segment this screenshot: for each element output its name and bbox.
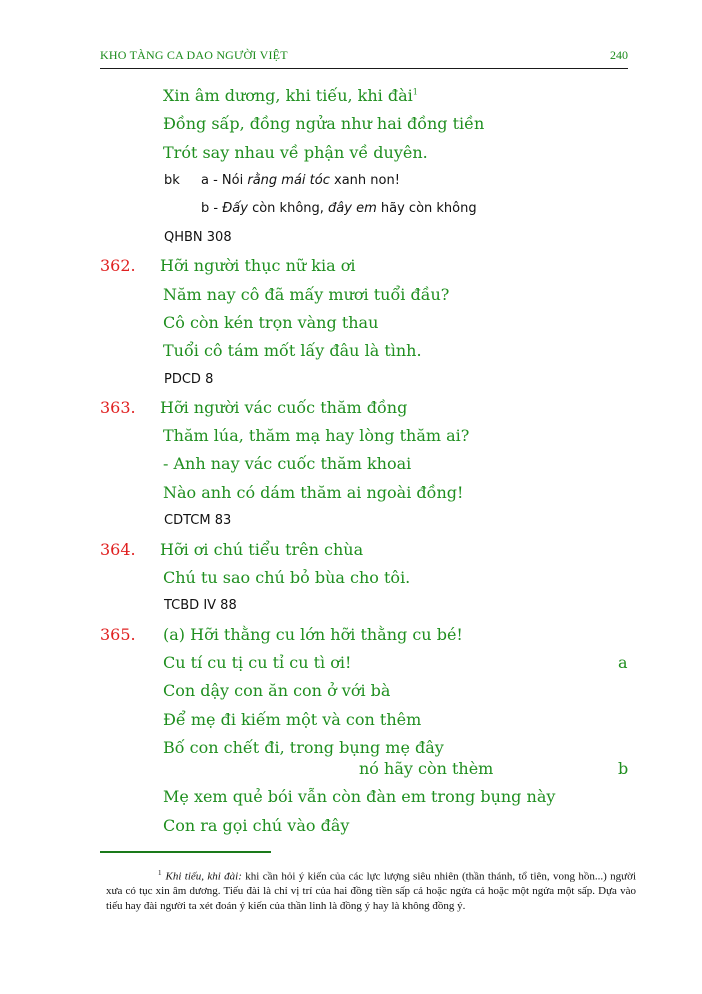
entry-number: 363. (100, 398, 136, 417)
stanza-mark-b: b (618, 759, 629, 778)
verse-line: Con dậy con ăn con ở với bà (163, 681, 391, 700)
verse-line: Đồng sấp, đồng ngửa như hai đồng tiền (163, 114, 485, 133)
running-header (100, 48, 628, 69)
book-title: KHO TÀNG CA DAO NGƯỜI VIỆT (100, 48, 288, 62)
source-citation: TCBD IV 88 (164, 598, 237, 613)
verse-line: Để mẹ đi kiếm một và con thêm (163, 710, 422, 729)
verse-line: Xin âm dương, khi tiếu, khi đài$^1$ (163, 86, 418, 105)
footnote-ref[interactable]: 1 (412, 87, 418, 97)
verse-line: Con ra gọi chú vào đây (163, 816, 350, 835)
verse-line: Nào anh có dám thăm ai ngoài đồng! (163, 483, 464, 502)
footnote-separator (100, 851, 271, 853)
verse-line: - Anh nay vác cuốc thăm khoai (163, 454, 412, 473)
verse-line: Hỡi người thục nữ kia ơi (160, 256, 356, 275)
footnote-number: 1 (158, 869, 162, 877)
verse-line: Hỡi người vác cuốc thăm đồng (160, 398, 408, 417)
verse-line: Cu tí cu tị cu tỉ cu tì ơi! (163, 653, 352, 672)
verse-line: Trót say nhau về phận về duyên. (163, 143, 428, 162)
stanza-mark-a: a (618, 653, 628, 672)
source-citation: PDCD 8 (164, 372, 214, 387)
footnote-term: Khi tiếu, khi đài: (165, 870, 242, 883)
verse-line: Hỡi ơi chú tiểu trên chùa (160, 540, 364, 559)
source-citation: CDTCM 83 (164, 513, 232, 528)
verse-line: Thăm lúa, thăm mạ hay lòng thăm ai? (163, 426, 470, 445)
page-number: 240 (610, 48, 628, 62)
verse-line-continuation: nó hãy còn thèm (359, 759, 494, 778)
source-citation: QHBN 308 (164, 230, 232, 245)
variant-b: b - Đấy còn không, đây em hãy còn không (201, 201, 477, 216)
entry-number: 362. (100, 256, 136, 275)
footnote-text: khi cần hỏi ý kiến của các lực lượng siêu nhiên (thần thánh, tổ tiên, vong hồn...) người xưa có tục xin âm dương. Tiếu đài là chỉ vị trí của hai đồng tiền sấp cả hoặc ngửa cả hoặc một ngửa một sấp. Dựa vào tiếu hay đài người ta xét đoán ý kiến của thần linh là đồng ý hay là không đồng ý. (106, 870, 636, 912)
footnote (106, 866, 636, 913)
entry-number: 364. (100, 540, 136, 559)
verse-line: (a) Hỡi thằng cu lớn hỡi thằng cu bé! (163, 625, 463, 644)
verse-line: Chú tu sao chú bỏ bùa cho tôi. (163, 568, 411, 587)
verse-line: Bố con chết đi, trong bụng mẹ đây (163, 738, 444, 757)
variant-a: a - Nói rằng mái tóc xanh non! (201, 173, 400, 188)
verse-line: Cô còn kén trọn vàng thau (163, 313, 379, 332)
verse-line: Tuổi cô tám mốt lấy đâu là tình. (163, 341, 422, 360)
verse-line: Mẹ xem quẻ bói vẫn còn đàn em trong bụng này (163, 787, 556, 806)
entry-number: 365. (100, 625, 136, 644)
verse-line: Năm nay cô đã mấy mươi tuổi đầu? (163, 285, 450, 304)
variant-label: bk (164, 173, 180, 188)
